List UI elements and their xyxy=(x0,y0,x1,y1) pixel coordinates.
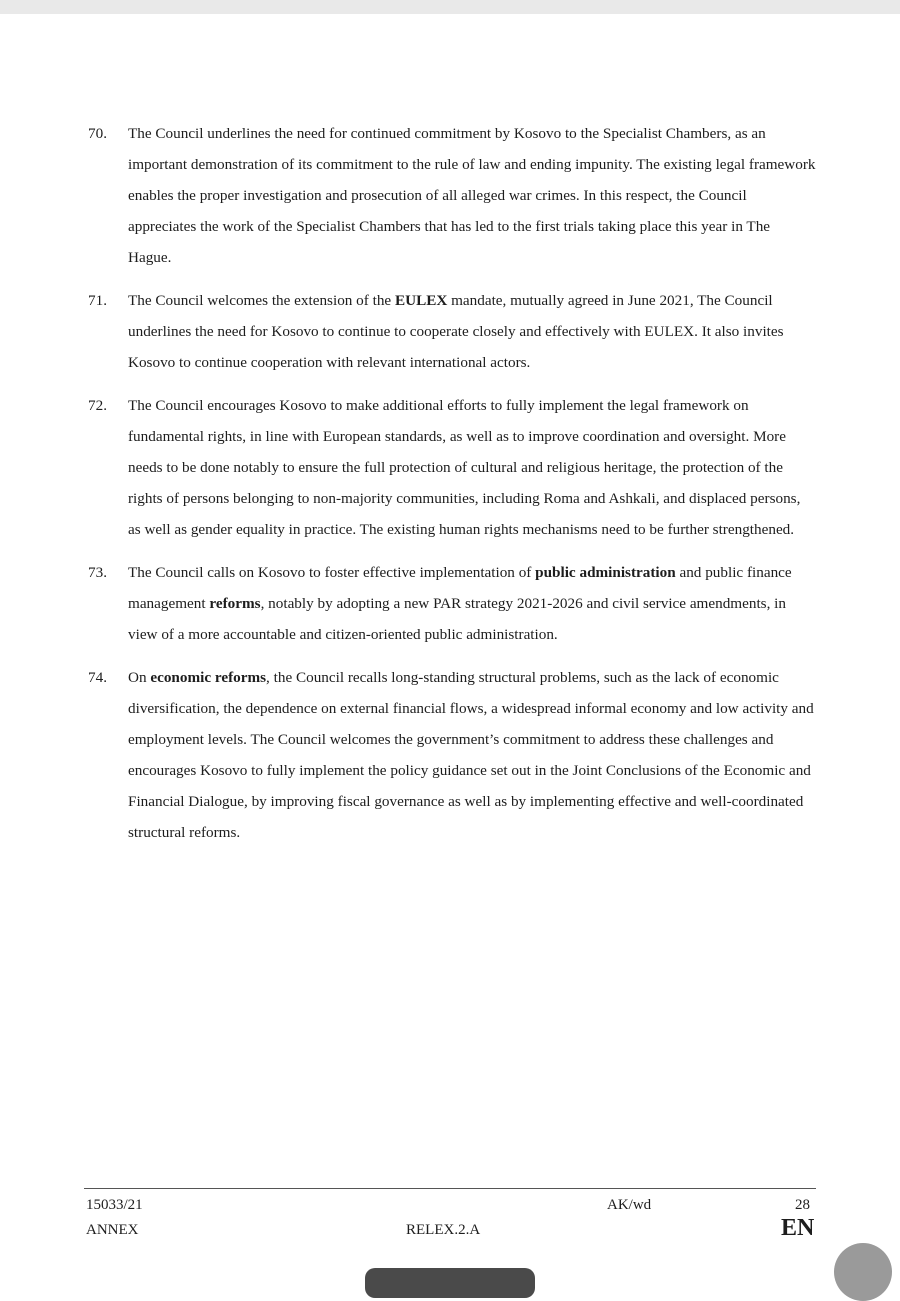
bold-text-segment: public administration xyxy=(535,564,676,581)
footer-divider xyxy=(84,1188,816,1189)
paragraph-number: 70. xyxy=(88,125,107,142)
text-segment: mandate, mutually agreed in June 2021, The Council underlines the need for Kosovo to continue to cooperate closely and effectively with EULEX. It also invites Kosovo to continue cooperation with relevant international actors. xyxy=(128,292,784,371)
text-segment: The Council encourages Kosovo to make additional efforts to fully implement the legal framework on fundamental rights, in line with European standards, as well as to improve coordination and oversight. More needs to be done notably to ensure the full protection of cultural and religious heritage, the protection of the rights of persons belonging to non-majority communities, including Roma and Ashkali, and displaced persons, as well as gender equality in practice. The existing human rights mechanisms need to be further strengthened. xyxy=(128,397,801,538)
floating-action-button[interactable] xyxy=(834,1243,892,1301)
bold-text-segment: EULEX xyxy=(394,292,448,309)
paragraph-text xyxy=(128,390,816,545)
paragraph-number: 72. xyxy=(88,397,107,414)
text-segment: and public finance management xyxy=(128,564,792,612)
top-status-bar xyxy=(0,0,900,14)
paragraph xyxy=(88,390,816,545)
paragraph-number: 71. xyxy=(88,292,107,309)
paragraph-number: 74. xyxy=(88,669,107,686)
bold-text-segment: economic reforms xyxy=(150,669,267,686)
paragraph xyxy=(88,662,816,848)
footer-doc-number: 15033/21 xyxy=(86,1197,143,1213)
paragraph-text xyxy=(128,118,816,273)
paragraph xyxy=(88,285,816,378)
text-segment: On xyxy=(128,669,151,686)
paragraph-text xyxy=(128,557,816,650)
paragraph-text xyxy=(128,285,816,378)
footer-language-code: EN xyxy=(781,1215,815,1241)
text-segment: The Council underlines the need for continued commitment by Kosovo to the Specialist Chambers, as an important demonstration of its commitment to the rule of law and ending impunity. The existing legal framework enables the proper investigation and prosecution of all alleged war crimes. In this respect, the Council appreciates the work of the Specialist Chambers that has led to the first trials taking place this year in The Hague. xyxy=(128,125,816,266)
paragraph xyxy=(88,557,816,650)
footer-page-number: 28 xyxy=(795,1197,810,1213)
footer-annex: ANNEX xyxy=(86,1222,139,1238)
footer-department: RELEX.2.A xyxy=(406,1222,481,1238)
text-segment: The Council welcomes the extension of the xyxy=(128,292,395,309)
home-indicator-bar[interactable] xyxy=(365,1268,535,1298)
text-segment: , the Council recalls long-standing structural problems, such as the lack of economic diversification, the dependence on external financial flows, a widespread informal economy and low activity and employment levels. The Council welcomes the government’s commitment to address these challenges and encourages Kosovo to fully implement the policy guidance set out in the Joint Conclusions of the Economic and Financial Dialogue, by improving fiscal governance as well as by implementing effective and well-coordinated structural reforms. xyxy=(128,669,814,841)
paragraph xyxy=(88,118,816,273)
text-segment: , notably by adopting a new PAR strategy 2021-2026 and civil service amendments, in view of a more accountable and citizen-oriented public administration. xyxy=(128,595,786,643)
paragraph-number: 73. xyxy=(88,564,107,581)
footer-initials: AK/wd xyxy=(607,1197,652,1213)
document-body xyxy=(88,118,816,860)
text-segment: The Council calls on Kosovo to foster effective implementation of xyxy=(128,564,536,581)
paragraph-text xyxy=(128,662,816,848)
bold-text-segment: reforms xyxy=(209,595,261,612)
